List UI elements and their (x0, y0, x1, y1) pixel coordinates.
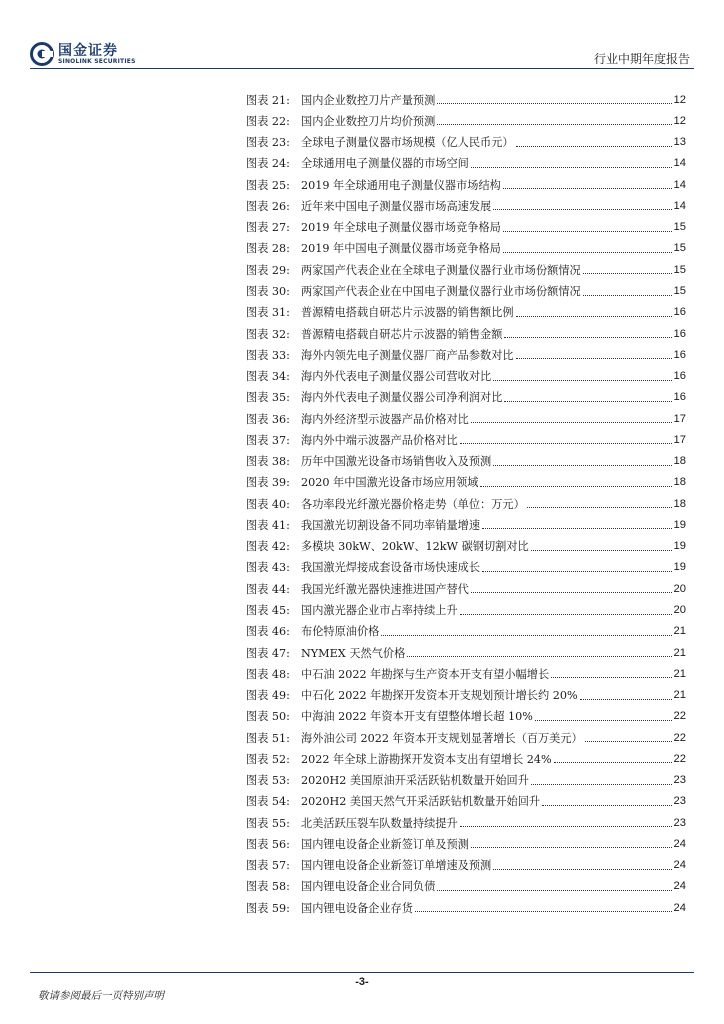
toc-dot-leader (504, 337, 671, 338)
toc-entry[interactable] (246, 280, 686, 301)
toc-entry-page: 23 (673, 774, 686, 787)
toc-entry[interactable] (246, 365, 686, 386)
toc-entry-title: NYMEX 天然气价格 (301, 646, 406, 660)
toc-entry-title: 各功率段光纤激光器价格走势（单位：万元） (301, 497, 525, 511)
toc-entry[interactable] (246, 302, 686, 323)
toc-entry-label: 图表 26: (246, 199, 290, 213)
toc-dot-leader (480, 486, 671, 487)
toc-entry-label: 图表 54: (246, 795, 290, 809)
toc-entry-title: 我国激光切割设备不同功率销量增速 (301, 518, 481, 532)
toc-entry-page: 15 (673, 242, 686, 255)
toc-entry-label: 图表 51: (246, 731, 290, 745)
toc-entry-title: 中石油 2022 年勘探与生产资本开支有望小幅增长 (301, 667, 550, 681)
toc-entry-page: 24 (673, 837, 686, 850)
toc-entry-title: 2020 年中国激光设备市场应用领域 (301, 476, 479, 490)
page-header (0, 0, 724, 70)
toc-entry-label: 图表 40: (246, 497, 290, 511)
toc-entry-label: 图表 29: (246, 263, 290, 277)
toc-entry-page: 24 (673, 880, 686, 893)
toc-entry-page: 19 (673, 540, 686, 553)
sinolink-logo-icon (30, 42, 54, 66)
toc-entry[interactable] (246, 514, 686, 535)
toc-dot-leader (503, 252, 672, 253)
toc-dot-leader (460, 443, 672, 444)
toc-entry-label: 图表 56: (246, 837, 290, 851)
toc-entry-label: 图表 48: (246, 667, 290, 681)
toc-entry[interactable] (246, 599, 686, 620)
toc-dot-leader (535, 720, 672, 721)
toc-entry-page: 18 (673, 476, 686, 489)
toc-entry[interactable] (246, 684, 686, 705)
toc-entry-page: 16 (673, 370, 686, 383)
toc-dot-leader (437, 124, 671, 125)
toc-entry[interactable] (246, 706, 686, 727)
toc-entry-title: 普源精电搭载自研芯片示波器的销售额比例 (301, 306, 514, 320)
toc-entry-label: 图表 30: (246, 285, 290, 299)
toc-entry-title: 我国光纤激光器快速推进国产替代 (301, 582, 469, 596)
toc-dot-leader (585, 741, 672, 742)
toc-entry-label: 图表 22: (246, 114, 290, 128)
toc-entry-title: 2020H2 美国天然气开采活跃钻机数量开始回升 (301, 795, 541, 809)
toc-entry-label: 图表 45: (246, 604, 290, 617)
toc-dot-leader (493, 465, 671, 466)
toc-entry-label: 图表 28: (246, 242, 290, 256)
toc-entry-label: 图表 46: (246, 625, 290, 639)
toc-entry-title: 全球电子测量仪器市场规模（亿人民币元） (301, 136, 514, 150)
toc-entry-title: 中海油 2022 年资本开支有望整体增长超 10% (301, 710, 533, 724)
toc-entry[interactable] (246, 110, 686, 131)
report-type-title: 行业中期年度报告 (593, 52, 690, 66)
toc-entry-page: 21 (673, 667, 686, 680)
toc-entry-page: 15 (673, 221, 686, 234)
toc-entry-page: 15 (673, 285, 686, 298)
toc-entry-page: 12 (673, 93, 686, 106)
toc-dot-leader (504, 401, 671, 402)
toc-entry[interactable] (246, 833, 686, 854)
toc-entry[interactable] (246, 132, 686, 153)
toc-entry[interactable] (246, 174, 686, 195)
toc-entry-label: 图表 39: (246, 476, 290, 490)
toc-entry[interactable] (246, 578, 686, 599)
toc-entry-label: 图表 32: (246, 327, 290, 341)
toc-entry-label: 图表 49: (246, 689, 290, 703)
toc-entry-title: 海内外经济型示波器产品价格对比 (301, 412, 469, 426)
toc-entry-page: 17 (673, 412, 686, 425)
toc-entry-label: 图表 21: (246, 93, 290, 107)
toc-entry-page: 15 (673, 263, 686, 276)
toc-dot-leader (531, 550, 672, 551)
toc-entry[interactable] (246, 259, 686, 280)
toc-entry-label: 图表 42: (246, 540, 290, 554)
toc-entry-page: 12 (673, 114, 686, 127)
toc-entry-label: 图表 27: (246, 221, 290, 235)
toc-dot-leader (493, 380, 671, 381)
toc-entry-page: 21 (673, 646, 686, 659)
toc-entry[interactable] (246, 323, 686, 344)
toc-entry-page: 16 (673, 327, 686, 340)
toc-dot-leader (381, 635, 671, 636)
toc-entry-label: 图表 34: (246, 370, 290, 384)
toc-entry-page: 23 (673, 795, 686, 808)
toc-entry-label: 图表 24: (246, 157, 290, 171)
toc-dot-leader (583, 273, 672, 274)
toc-entry-page: 22 (673, 731, 686, 744)
toc-dot-leader (493, 869, 671, 870)
toc-dot-leader (471, 847, 672, 848)
toc-dot-leader (471, 167, 672, 168)
toc-entry-label: 图表 23: (246, 136, 290, 150)
toc-entry-label: 图表 53: (246, 774, 290, 788)
toc-entry-label: 图表 57: (246, 859, 290, 873)
toc-entry-page: 18 (673, 497, 686, 510)
toc-entry-label: 图表 52: (246, 752, 290, 766)
toc-dot-leader (583, 295, 672, 296)
toc-entry-page: 24 (673, 859, 686, 872)
toc-entry[interactable] (246, 429, 686, 450)
toc-entry-title: 中石化 2022 年勘探开发资本开支规划预计增长约 20% (301, 689, 578, 703)
toc-entry-page: 21 (673, 625, 686, 638)
toc-entry[interactable] (246, 472, 686, 493)
toc-entry[interactable] (246, 812, 686, 833)
toc-entry-title: 两家国产代表企业在中国电子测量仪器行业市场份额情况 (301, 285, 581, 299)
toc-entry[interactable] (246, 727, 686, 748)
toc-entry-page: 20 (673, 604, 686, 616)
toc-dot-leader (482, 528, 672, 529)
toc-entry[interactable] (246, 791, 686, 812)
toc-entry[interactable] (246, 663, 686, 684)
toc-entry[interactable] (246, 770, 686, 791)
toc-entry[interactable] (246, 153, 686, 174)
toc-dot-leader (471, 592, 672, 593)
page-number: -3- (355, 976, 369, 988)
toc-entry[interactable] (246, 89, 686, 110)
toc-entry-page: 22 (673, 710, 686, 723)
toc-entry-title: 2020H2 美国原油开采活跃钻机数量开始回升 (301, 774, 529, 788)
toc-entry[interactable] (246, 855, 686, 876)
logo-english-name: SINOLINK SECURITIES (58, 58, 136, 65)
footer-disclaimer: 敬请参阅最后一页特别声明 (38, 990, 164, 1002)
toc-entry-label: 图表 44: (246, 582, 290, 596)
toc-entry-label: 图表 59: (246, 901, 290, 915)
toc-entry[interactable] (246, 642, 686, 663)
toc-dot-leader (503, 188, 672, 189)
logo-chinese-name: 国金证券 (58, 43, 118, 59)
toc-entry-title: 两家国产代表企业在全球电子测量仪器行业市场份额情况 (301, 263, 581, 277)
toc-dot-leader (471, 422, 672, 423)
toc-entry-label: 图表 43: (246, 561, 290, 575)
toc-entry[interactable] (246, 238, 686, 259)
toc-entry[interactable] (246, 408, 686, 429)
toc-dot-leader (482, 571, 672, 572)
toc-entry-title: 国内企业数控刀片均价预测 (301, 114, 436, 128)
toc-dot-leader (503, 231, 672, 232)
toc-dot-leader (460, 614, 672, 615)
toc-entry-title: 国内企业数控刀片产量预测 (301, 93, 436, 107)
toc-entry[interactable] (246, 557, 686, 578)
toc-entry-title: 国内锂电设备企业新签订单增速及预测 (301, 859, 492, 873)
toc-entry[interactable] (246, 451, 686, 472)
toc-entry-page: 19 (673, 561, 686, 574)
toc-entry[interactable] (246, 493, 686, 514)
toc-dot-leader (542, 805, 671, 806)
toc-dot-leader (551, 677, 671, 678)
toc-entry-label: 图表 36: (246, 412, 290, 426)
toc-entry-label: 图表 47: (246, 646, 290, 660)
toc-entry[interactable] (246, 344, 686, 365)
toc-entry-title: 海外油公司 2022 年资本开支规划显著增长（百万美元） (301, 731, 583, 745)
toc-entry-title: 海内外代表电子测量仪器公司净利润对比 (301, 391, 503, 405)
toc-entry-title: 海内外中端示波器产品价格对比 (301, 433, 458, 447)
toc-entry[interactable] (246, 621, 686, 642)
toc-dot-leader (437, 890, 671, 891)
toc-entry-page: 14 (673, 178, 686, 191)
toc-entry-title: 普源精电搭载自研芯片示波器的销售金额 (301, 327, 503, 341)
toc-dot-leader (531, 784, 672, 785)
footer-divider (30, 972, 694, 973)
toc-entry-page: 14 (673, 199, 686, 212)
toc-dot-leader (554, 762, 672, 763)
toc-entry-page: 18 (673, 455, 686, 468)
toc-entry-page: 23 (673, 816, 686, 829)
toc-entry-title: 布伦特原油价格 (301, 625, 380, 639)
toc-entry-title: 国内锂电设备企业合同负债 (301, 880, 436, 894)
toc-entry-page: 16 (673, 348, 686, 361)
toc-entry-title: 2019 年全球电子测量仪器市场竞争格局 (301, 221, 501, 235)
toc-entry-page: 13 (673, 136, 686, 149)
toc-entry[interactable] (246, 217, 686, 238)
company-logo (30, 42, 140, 68)
toc-entry-label: 图表 37: (246, 433, 290, 447)
toc-dot-leader (516, 316, 672, 317)
toc-entry-page: 16 (673, 391, 686, 404)
toc-dot-leader (407, 656, 671, 657)
toc-entry-title: 国内锂电设备企业存货 (301, 901, 413, 915)
toc-dot-leader (460, 826, 672, 827)
toc-entry[interactable] (246, 195, 686, 216)
toc-entry[interactable] (246, 536, 686, 557)
toc-dot-leader (437, 103, 671, 104)
toc-entry-label: 图表 58: (246, 880, 290, 894)
toc-entry-title: 多模块 30kW、20kW、12kW 碳钢切割对比 (301, 540, 529, 554)
toc-entry[interactable] (246, 387, 686, 408)
toc-entry-label: 图表 50: (246, 710, 290, 724)
toc-entry-label: 图表 38: (246, 455, 290, 469)
toc-entry-title: 全球通用电子测量仪器的市场空间 (301, 157, 469, 171)
toc-entry-title: 2022 年全球上游勘探开发资本支出有望增长 24% (301, 752, 552, 766)
toc-entry-page: 17 (673, 433, 686, 446)
toc-entry-page: 19 (673, 518, 686, 531)
toc-entry-label: 图表 35: (246, 391, 290, 405)
figure-table-of-contents (246, 89, 686, 918)
toc-entry[interactable] (246, 876, 686, 897)
toc-entry-title: 2019 年中国电子测量仪器市场竞争格局 (301, 242, 501, 256)
toc-dot-leader (516, 358, 672, 359)
toc-entry-title: 海内外代表电子测量仪器公司营收对比 (301, 370, 492, 384)
toc-entry[interactable] (246, 748, 686, 769)
toc-entry-label: 图表 31: (246, 306, 290, 320)
toc-entry-title: 近年来中国电子测量仪器市场高速发展 (301, 199, 492, 213)
toc-dot-leader (527, 507, 672, 508)
toc-entry-label: 图表 41: (246, 518, 290, 532)
toc-dot-leader (580, 699, 672, 700)
toc-entry-page: 22 (673, 752, 686, 765)
toc-entry-title: 国内锂电设备企业新签订单及预测 (301, 837, 469, 851)
toc-dot-leader (415, 911, 672, 912)
toc-entry-title: 我国激光焊接成套设备市场快速成长 (301, 561, 481, 575)
toc-entry-page: 24 (673, 901, 686, 914)
toc-entry-title: 海外内领先电子测量仪器厂商产品参数对比 (301, 348, 514, 362)
toc-entry-title: 历年中国激光设备市场销售收入及预测 (301, 455, 492, 469)
toc-entry-page: 20 (673, 582, 686, 595)
toc-dot-leader (493, 209, 671, 210)
toc-entry-label: 图表 25: (246, 178, 290, 192)
toc-entry-title: 北美活跃压裂车队数量持续提升 (301, 816, 458, 830)
toc-entry[interactable] (246, 897, 686, 918)
toc-entry-page: 16 (673, 306, 686, 319)
toc-entry-label: 图表 33: (246, 348, 290, 362)
toc-entry-title: 2019 年全球通用电子测量仪器市场结构 (301, 178, 501, 192)
toc-entry-page: 14 (673, 157, 686, 170)
toc-entry-label: 图表 55: (246, 816, 290, 830)
toc-dot-leader (516, 146, 672, 147)
toc-entry-title: 国内激光器企业市占率持续上升 (301, 604, 458, 617)
toc-entry-page: 21 (673, 689, 686, 702)
header-divider (30, 68, 694, 69)
